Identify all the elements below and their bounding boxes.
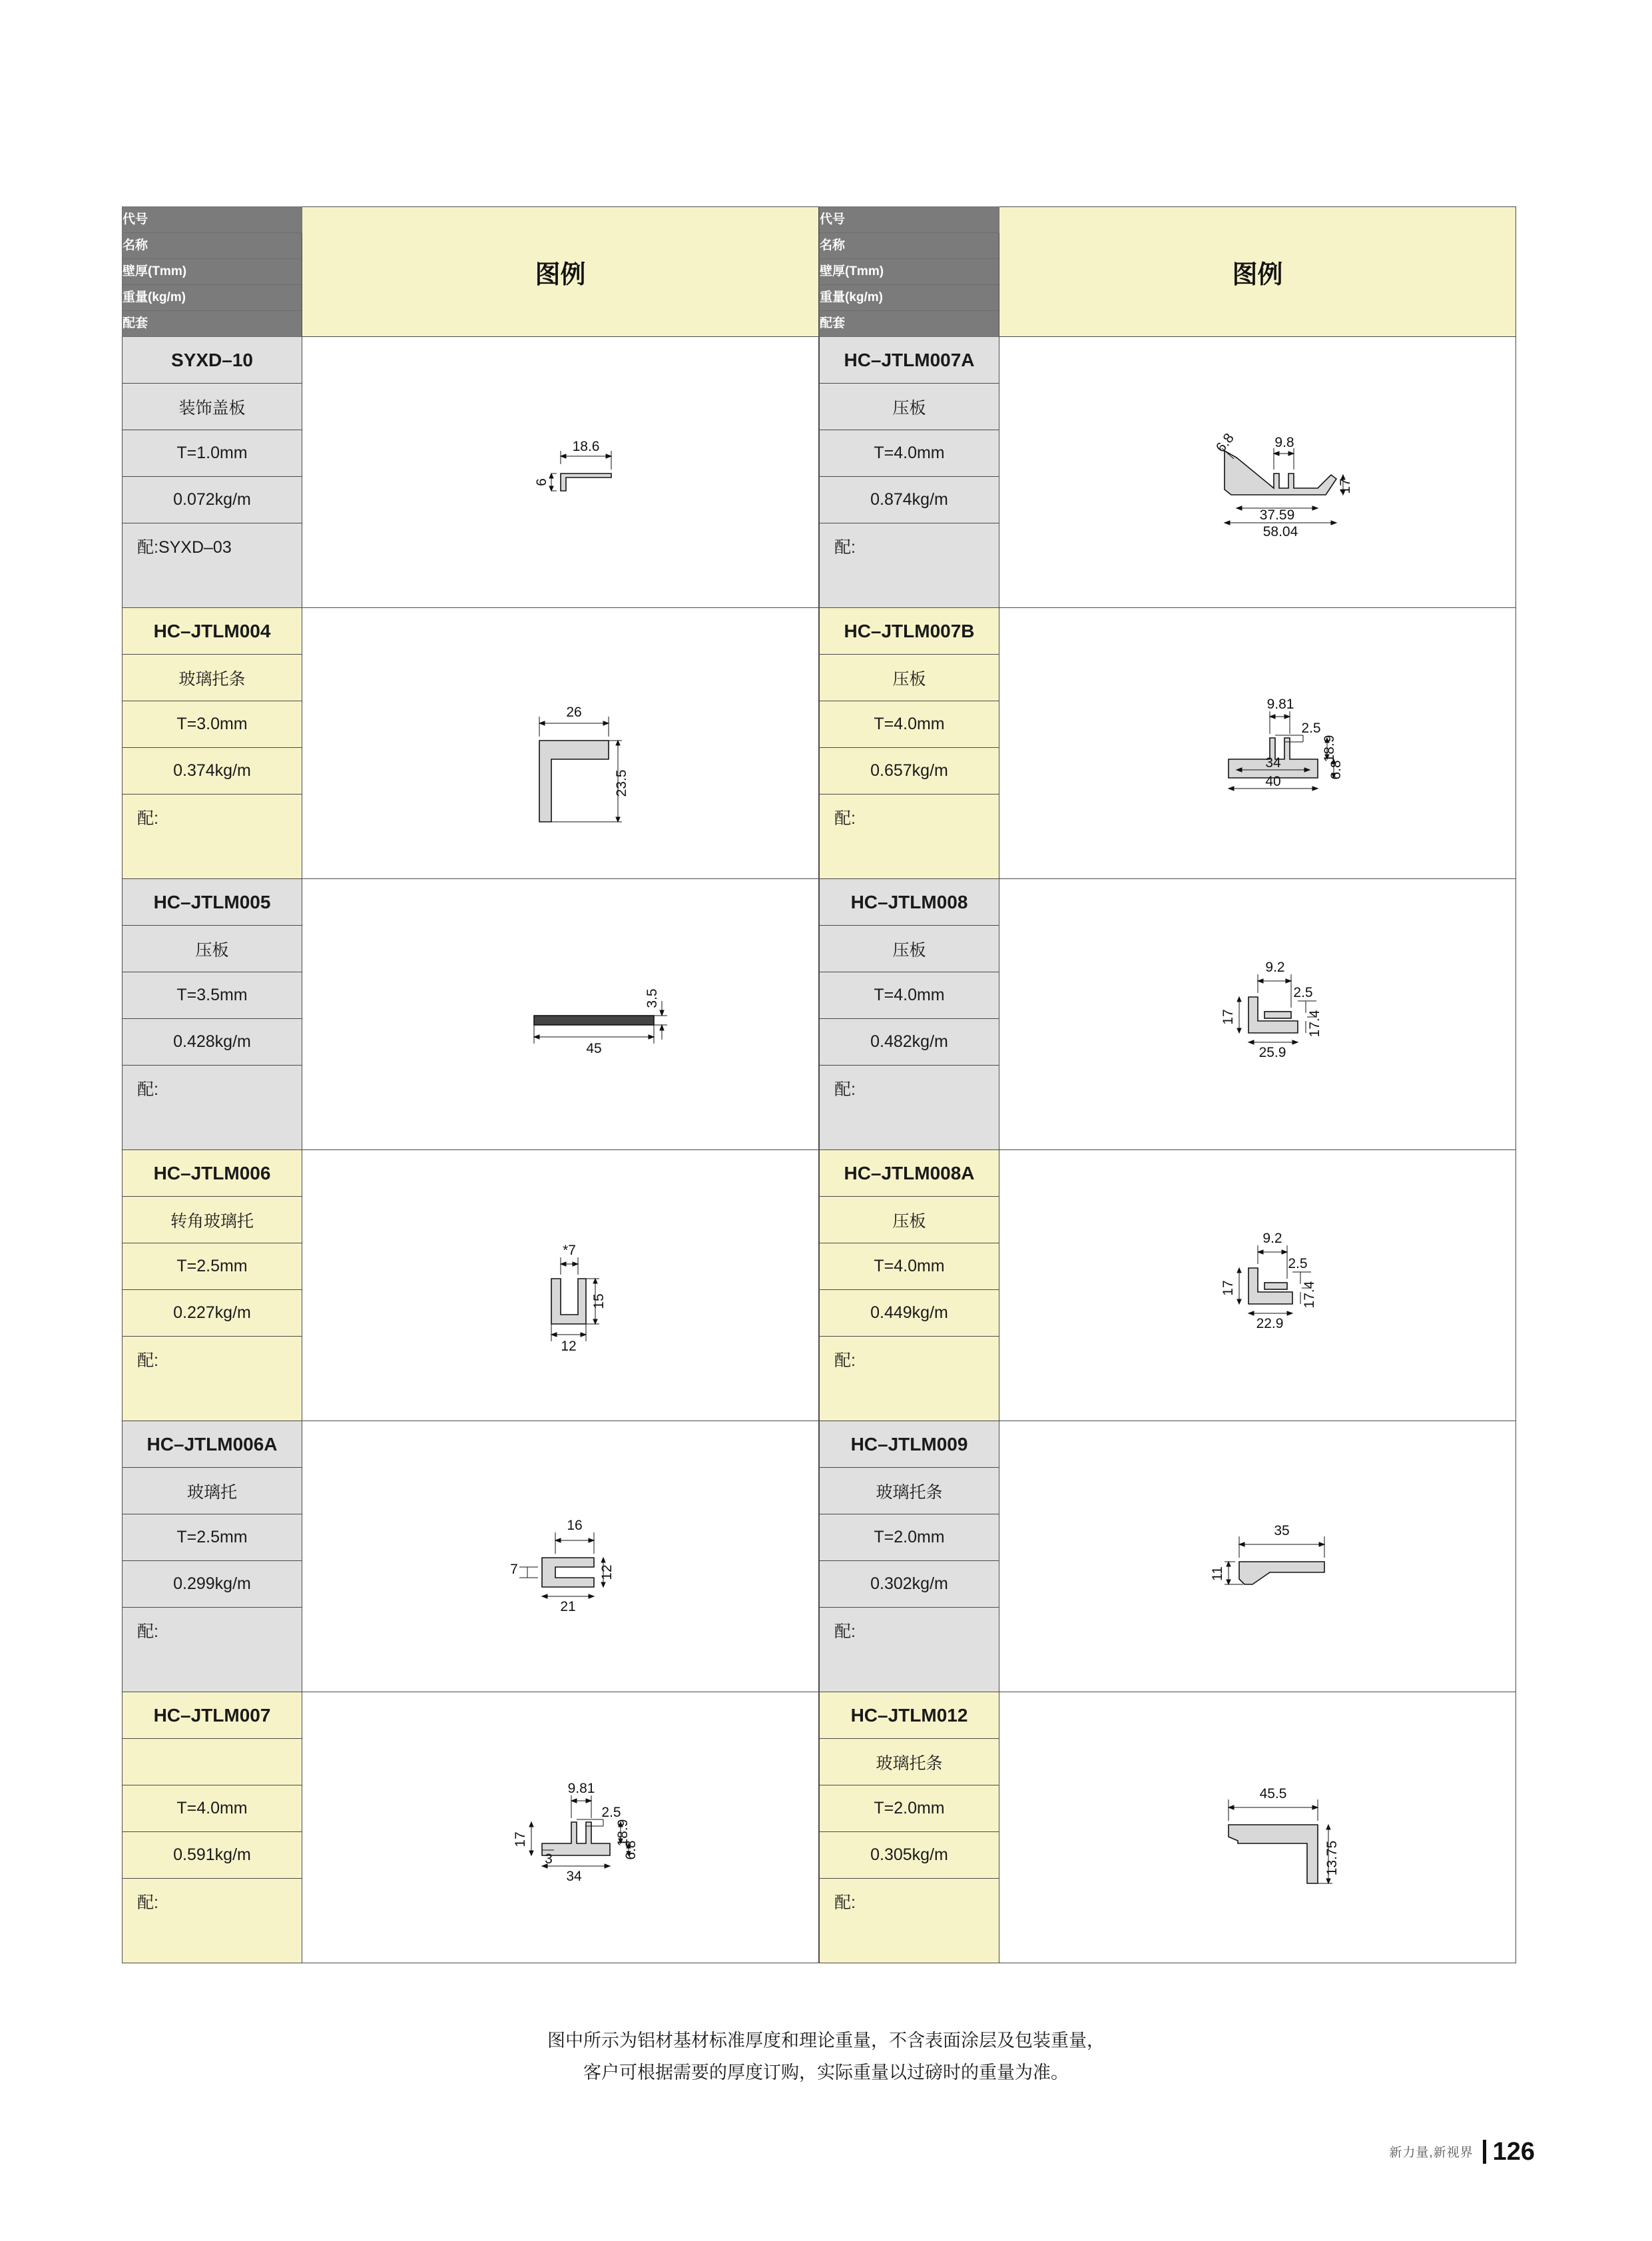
- product-name: 玻璃托: [123, 1468, 302, 1514]
- svg-text:35: 35: [1273, 1522, 1290, 1538]
- product-thickness: T=4.0mm: [123, 1785, 302, 1832]
- svg-text:34: 34: [565, 1868, 582, 1884]
- product-code: HC–JTLM008: [820, 879, 999, 926]
- profile-figure: [302, 608, 819, 879]
- svg-text:34: 34: [1264, 755, 1281, 771]
- product-kit: 配:SYXD–03: [123, 523, 302, 608]
- profile-figure: [302, 1421, 819, 1692]
- svg-text:2.5: 2.5: [1300, 720, 1321, 736]
- svg-text:15: 15: [591, 1293, 607, 1309]
- product-kit: 配:: [123, 1879, 302, 1963]
- svg-text:17: 17: [1220, 1279, 1236, 1296]
- product-weight: 0.449kg/m: [820, 1290, 999, 1337]
- product-code: HC–JTLM007B: [820, 608, 999, 655]
- svg-text:22.9: 22.9: [1256, 1315, 1283, 1331]
- product-code: HC–JTLM005: [123, 879, 302, 926]
- product-weight: 0.305kg/m: [820, 1832, 999, 1879]
- svg-text:11: 11: [1209, 1566, 1225, 1581]
- profile-figure: [999, 879, 1516, 1150]
- svg-text:6: 6: [533, 478, 549, 486]
- product-name: 玻璃托条: [123, 655, 302, 701]
- svg-text:2.5: 2.5: [601, 1804, 621, 1820]
- product-name: [123, 1739, 302, 1785]
- product-code: HC–JTLM007A: [820, 337, 999, 384]
- page-number: 126: [1492, 2138, 1535, 2166]
- svg-text:17: 17: [1220, 1008, 1236, 1025]
- product-thickness: T=2.5mm: [123, 1243, 302, 1290]
- product-kit: 配:: [820, 795, 999, 879]
- profile-table: [122, 206, 1515, 1963]
- svg-text:58.04: 58.04: [1262, 523, 1298, 539]
- svg-text:18.6: 18.6: [572, 438, 599, 454]
- product-thickness: T=3.5mm: [123, 972, 302, 1019]
- header-name-right: 名称: [820, 233, 999, 259]
- product-thickness: T=2.0mm: [820, 1785, 999, 1832]
- svg-text:6.8: 6.8: [1328, 759, 1344, 780]
- product-weight: 0.302kg/m: [820, 1561, 999, 1608]
- product-code: HC–JTLM006: [123, 1150, 302, 1197]
- product-code: HC–JTLM004: [123, 608, 302, 655]
- svg-text:17.4: 17.4: [1301, 1281, 1317, 1308]
- profile-figure: [999, 337, 1516, 608]
- product-thickness: T=4.0mm: [820, 1243, 999, 1290]
- svg-text:25.9: 25.9: [1258, 1044, 1286, 1060]
- product-kit: 配:: [820, 1608, 999, 1692]
- profile-figure: [302, 337, 819, 608]
- footnote: [0, 2025, 1652, 2088]
- product-name: 压板: [820, 926, 999, 972]
- product-kit: 配:: [123, 1337, 302, 1421]
- profile-figure: [999, 608, 1516, 879]
- product-weight: 0.591kg/m: [123, 1832, 302, 1879]
- svg-text:*7: *7: [562, 1242, 576, 1258]
- profile-figure: [999, 1150, 1516, 1421]
- footnote-line-1: 图中所示为铝材基材标准厚度和理论重量，不含表面涂层及包装重量，: [547, 2031, 1105, 2051]
- profile-figure: [999, 1421, 1516, 1692]
- svg-text:6.8: 6.8: [623, 1839, 639, 1860]
- product-kit: 配:: [123, 1608, 302, 1692]
- table-row: [123, 337, 1516, 384]
- product-weight: 0.299kg/m: [123, 1561, 302, 1608]
- product-thickness: T=4.0mm: [820, 972, 999, 1019]
- svg-text:17: 17: [1337, 478, 1353, 494]
- table-row: [123, 1421, 1516, 1468]
- header-figure-left: 图例: [302, 207, 819, 337]
- profile-figure: [302, 879, 819, 1150]
- svg-text:26: 26: [565, 704, 582, 720]
- svg-text:9.2: 9.2: [1262, 1230, 1282, 1246]
- svg-text:2.5: 2.5: [1292, 984, 1313, 1000]
- header-code-right: 代号: [820, 207, 999, 233]
- product-code: HC–JTLM012: [820, 1692, 999, 1739]
- header-thickness-left: 壁厚(Tmm): [123, 259, 302, 285]
- header-thickness-right: 壁厚(Tmm): [820, 259, 999, 285]
- svg-text:18.9: 18.9: [615, 1819, 631, 1846]
- svg-text:12: 12: [560, 1338, 577, 1354]
- svg-text:23.5: 23.5: [613, 769, 629, 797]
- svg-text:18.9: 18.9: [1321, 735, 1337, 762]
- brand-slogan: 新力量,新视界: [1389, 2146, 1474, 2160]
- header-figure-right: 图例: [999, 207, 1516, 337]
- product-thickness: T=4.0mm: [820, 430, 999, 477]
- product-thickness: T=2.0mm: [820, 1514, 999, 1561]
- product-code: SYXD–10: [123, 337, 302, 384]
- svg-text:45: 45: [585, 1040, 602, 1056]
- svg-text:17: 17: [512, 1831, 528, 1847]
- product-name: 装饰盖板: [123, 384, 302, 430]
- page-footer: [1389, 2140, 1535, 2164]
- svg-text:16: 16: [566, 1517, 583, 1533]
- product-code: HC–JTLM009: [820, 1421, 999, 1468]
- svg-text:9.8: 9.8: [1274, 434, 1294, 450]
- svg-text:3.5: 3.5: [644, 988, 660, 1008]
- table-row: [123, 1692, 1516, 1739]
- product-kit: 配:: [820, 1879, 999, 1963]
- svg-text:3: 3: [544, 1851, 553, 1867]
- product-weight: 0.374kg/m: [123, 748, 302, 795]
- product-name: 转角玻璃托: [123, 1197, 302, 1243]
- product-weight: 0.482kg/m: [820, 1019, 999, 1066]
- table-row: [123, 1150, 1516, 1197]
- header-kit-left: 配套: [123, 311, 302, 337]
- svg-text:9.81: 9.81: [1266, 696, 1294, 712]
- product-weight: 0.072kg/m: [123, 477, 302, 523]
- product-kit: 配:: [123, 795, 302, 879]
- svg-text:9.2: 9.2: [1264, 959, 1285, 975]
- svg-text:2.5: 2.5: [1287, 1255, 1308, 1271]
- svg-text:12: 12: [599, 1564, 615, 1580]
- product-name: 压板: [820, 384, 999, 430]
- footnote-line-2: 客户可根据需要的厚度订购，实际重量以过磅时的重量为准。: [583, 2063, 1069, 2082]
- product-kit: 配:: [820, 523, 999, 608]
- profile-figure: [999, 1692, 1516, 1963]
- product-thickness: T=1.0mm: [123, 430, 302, 477]
- product-thickness: T=2.5mm: [123, 1514, 302, 1561]
- product-kit: 配:: [820, 1337, 999, 1421]
- product-kit: 配:: [123, 1066, 302, 1150]
- product-code: HC–JTLM008A: [820, 1150, 999, 1197]
- product-weight: 0.227kg/m: [123, 1290, 302, 1337]
- product-name: 玻璃托条: [820, 1468, 999, 1514]
- svg-text:13.75: 13.75: [1324, 1840, 1340, 1875]
- table-header-row-1: [123, 207, 1516, 233]
- profile-figure: [302, 1692, 819, 1963]
- table-row: [123, 608, 1516, 655]
- svg-text:6.8: 6.8: [1213, 430, 1237, 456]
- header-weight-right: 重量(kg/m): [820, 285, 999, 311]
- header-kit-right: 配套: [820, 311, 999, 337]
- product-code: HC–JTLM006A: [123, 1421, 302, 1468]
- header-code-left: 代号: [123, 207, 302, 233]
- product-weight: 0.428kg/m: [123, 1019, 302, 1066]
- svg-text:40: 40: [1264, 773, 1281, 789]
- svg-text:37.59: 37.59: [1259, 507, 1294, 523]
- svg-text:45.5: 45.5: [1259, 1785, 1286, 1801]
- header-weight-left: 重量(kg/m): [123, 285, 302, 311]
- product-name: 压板: [123, 926, 302, 972]
- product-weight: 0.874kg/m: [820, 477, 999, 523]
- product-kit: 配:: [820, 1066, 999, 1150]
- svg-text:17.4: 17.4: [1306, 1010, 1322, 1037]
- product-name: 压板: [820, 655, 999, 701]
- svg-text:9.81: 9.81: [567, 1780, 595, 1796]
- footer-divider: [1483, 2140, 1486, 2164]
- product-weight: 0.657kg/m: [820, 748, 999, 795]
- product-thickness: T=3.0mm: [123, 701, 302, 748]
- product-thickness: T=4.0mm: [820, 701, 999, 748]
- product-name: 玻璃托条: [820, 1739, 999, 1785]
- svg-text:21: 21: [559, 1598, 576, 1614]
- table-row: [123, 879, 1516, 926]
- profile-figure: [302, 1150, 819, 1421]
- svg-text:7: 7: [509, 1561, 518, 1577]
- product-code: HC–JTLM007: [123, 1692, 302, 1739]
- header-name-left: 名称: [123, 233, 302, 259]
- product-name: 压板: [820, 1197, 999, 1243]
